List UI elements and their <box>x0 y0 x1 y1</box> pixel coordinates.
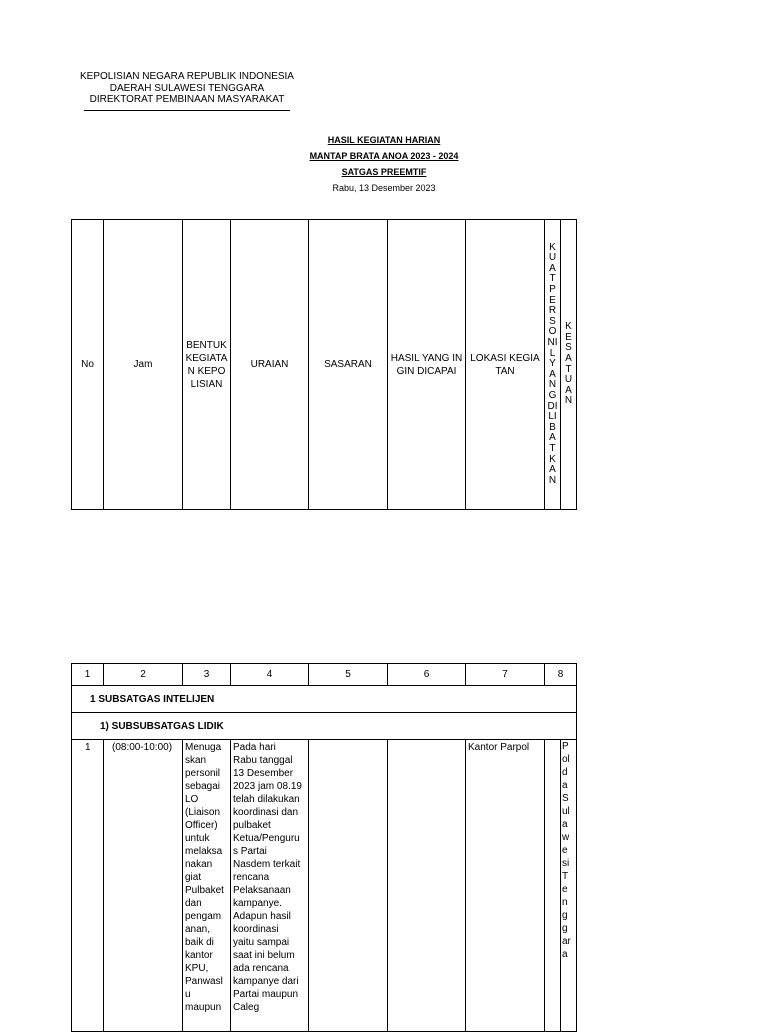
report-title-3: SATGAS PREEMTIF <box>341 167 427 177</box>
letterhead-line-3: DIREKTORAT PEMBINAAN MASYARAKAT <box>89 94 285 105</box>
text-line: g <box>562 923 568 934</box>
text-line: saat ini belum <box>233 950 295 961</box>
text-line: kantor <box>185 950 213 961</box>
report-title-2: MANTAP BRATA ANOA 2023 - 2024 <box>309 151 459 161</box>
text-line: Nasdem terkait <box>233 859 301 870</box>
header-jam: Jam <box>104 220 183 510</box>
section-subsubsatgas: 1) SUBSUBSATGAS LIDIK <box>72 713 577 740</box>
column-number: 5 <box>309 664 388 686</box>
header-no: No <box>72 220 104 510</box>
text-line: Pelaksanaan <box>233 885 291 896</box>
row-lokasi: Kantor Parpol <box>466 740 545 1032</box>
text-line: T <box>562 871 569 882</box>
column-number-row <box>72 664 577 686</box>
header-sasaran: SASARAN <box>309 220 388 510</box>
text-line: a <box>562 819 568 830</box>
text-line: Y <box>549 358 556 370</box>
row-uraian <box>231 740 309 1032</box>
text-line: giat <box>185 872 202 883</box>
text-line: ar <box>562 936 571 947</box>
text-line: L <box>549 347 556 359</box>
text-line: kampanye dari <box>233 976 299 987</box>
text-line: skan <box>185 755 207 766</box>
text-line: E <box>565 331 572 343</box>
letterhead-line-2: DAERAH SULAWESI TENGGARA <box>109 82 265 94</box>
text-line: e <box>562 884 568 895</box>
text-line: ol <box>562 754 570 765</box>
text-line: A <box>565 352 572 364</box>
header-lokasi: LOKASI KEGIATAN <box>466 220 545 510</box>
header-uraian: URAIAN <box>231 220 309 510</box>
row-sasaran <box>309 740 388 1032</box>
text-line: G <box>548 389 557 401</box>
text-line: 13 Desember <box>233 768 294 779</box>
text-line: Adapun hasil <box>233 911 291 922</box>
text-line: e <box>562 845 568 856</box>
text-line: telah dilakukan <box>233 794 300 805</box>
row-kesatuan <box>561 740 577 1032</box>
text-line: sebagai <box>185 781 221 792</box>
text-line: Menuga <box>185 742 222 753</box>
text-line: K <box>565 321 572 333</box>
text-line: T <box>549 273 556 285</box>
text-line: T <box>565 363 572 375</box>
text-line: Rabu tanggal <box>233 755 293 766</box>
text-line: A <box>549 464 556 476</box>
text-line: Partai maupun <box>233 989 299 1000</box>
text-line: KPU, <box>185 963 209 974</box>
text-line: A <box>549 262 556 274</box>
row-hasil <box>388 740 466 1032</box>
text-line: koordinasi dan <box>233 807 299 818</box>
header-kesatuan <box>561 220 577 510</box>
text-line: N <box>564 395 573 407</box>
text-line: untuk <box>185 833 210 844</box>
text-line: A <box>549 368 556 380</box>
text-line: a <box>562 780 568 791</box>
column-number: 1 <box>72 664 104 686</box>
table-row <box>72 740 577 1032</box>
text-line: n <box>562 897 568 908</box>
text-line: melaksa <box>185 846 223 857</box>
text-line: Panwasl <box>185 976 223 987</box>
text-line: maupun <box>185 1002 222 1013</box>
row-no: 1 <box>72 740 104 1032</box>
text-line: anan, <box>185 924 211 935</box>
report-title-1: HASIL KEGIATAN HARIAN <box>327 135 441 145</box>
text-line: Officer) <box>185 820 218 831</box>
text-line: T <box>549 442 556 454</box>
text-line: A <box>549 432 556 444</box>
text-line: LI <box>548 411 557 423</box>
header-bentuk-kegiatan: BENTUK KEGIATAN KEPOLISIAN <box>183 220 231 510</box>
row-jam: (08:00-10:00) <box>104 740 183 1032</box>
text-line: Pulbaket <box>185 885 224 896</box>
text-line: N <box>548 379 557 391</box>
letterhead <box>80 71 294 111</box>
column-number: 8 <box>545 664 577 686</box>
text-line: ada rencana <box>233 963 289 974</box>
text-line: B <box>549 421 556 433</box>
letterhead-line-1: KEPOLISIAN NEGARA REPUBLIK INDONESIA <box>80 71 294 82</box>
column-number: 7 <box>466 664 545 686</box>
text-line: koordinasi <box>233 924 279 935</box>
text-line: s Partai <box>233 846 267 857</box>
text-line: N <box>548 474 557 486</box>
text-line: LO <box>185 794 199 805</box>
text-line: DI <box>547 400 558 412</box>
text-line: K <box>549 241 556 253</box>
text-line: baik di <box>185 937 214 948</box>
header-kuat-personil <box>545 220 561 510</box>
column-number: 2 <box>104 664 183 686</box>
text-line: P <box>562 741 569 752</box>
text-line: a <box>562 949 568 960</box>
text-line: O <box>548 326 557 338</box>
text-line: pengam <box>185 911 222 922</box>
report-date: Rabu, 13 Desember 2023 <box>332 183 436 193</box>
column-number: 6 <box>388 664 466 686</box>
text-line: ul <box>562 806 570 817</box>
text-line: si <box>562 858 570 869</box>
text-line: d <box>562 767 568 778</box>
activity-table <box>71 663 577 1032</box>
text-line: Pada hari <box>233 742 276 753</box>
text-line: (Liaison <box>185 807 221 818</box>
text-line: U <box>564 374 573 386</box>
column-number: 4 <box>231 664 309 686</box>
header-table <box>71 219 577 510</box>
text-line: R <box>548 305 557 317</box>
text-line: P <box>549 284 556 296</box>
text-line: w <box>562 832 570 843</box>
text-line: Ketua/Penguru <box>233 833 300 844</box>
text-line: S <box>562 793 569 804</box>
row-kuat <box>545 740 561 1032</box>
text-line: 2023 jam 08.19 <box>233 781 302 792</box>
row-bentuk <box>183 740 231 1032</box>
text-line: kampanye. <box>233 898 282 909</box>
text-line: S <box>549 315 556 327</box>
header-hasil: HASIL YANG INGIN DICAPAI <box>388 220 466 510</box>
text-line: rencana <box>233 872 270 883</box>
text-line: E <box>549 294 556 306</box>
text-line: Caleg <box>233 1002 260 1013</box>
text-line: A <box>565 384 572 396</box>
text-line: U <box>548 252 557 264</box>
text-line: S <box>565 342 572 354</box>
section-subsatgas: 1 SUBSATGAS INTELIJEN <box>72 686 577 713</box>
text-line: u <box>185 989 191 1000</box>
text-line: g <box>562 910 568 921</box>
text-line: personil <box>185 768 221 779</box>
text-line: dan <box>185 898 202 909</box>
text-line: pulbaket <box>233 820 271 831</box>
text-line: K <box>549 453 556 465</box>
column-number: 3 <box>183 664 231 686</box>
text-line: yaitu sampai <box>233 937 290 948</box>
text-line: NI <box>547 337 558 349</box>
report-titles <box>284 135 484 197</box>
text-line: nakan <box>185 859 213 870</box>
letterhead-divider <box>84 110 290 111</box>
